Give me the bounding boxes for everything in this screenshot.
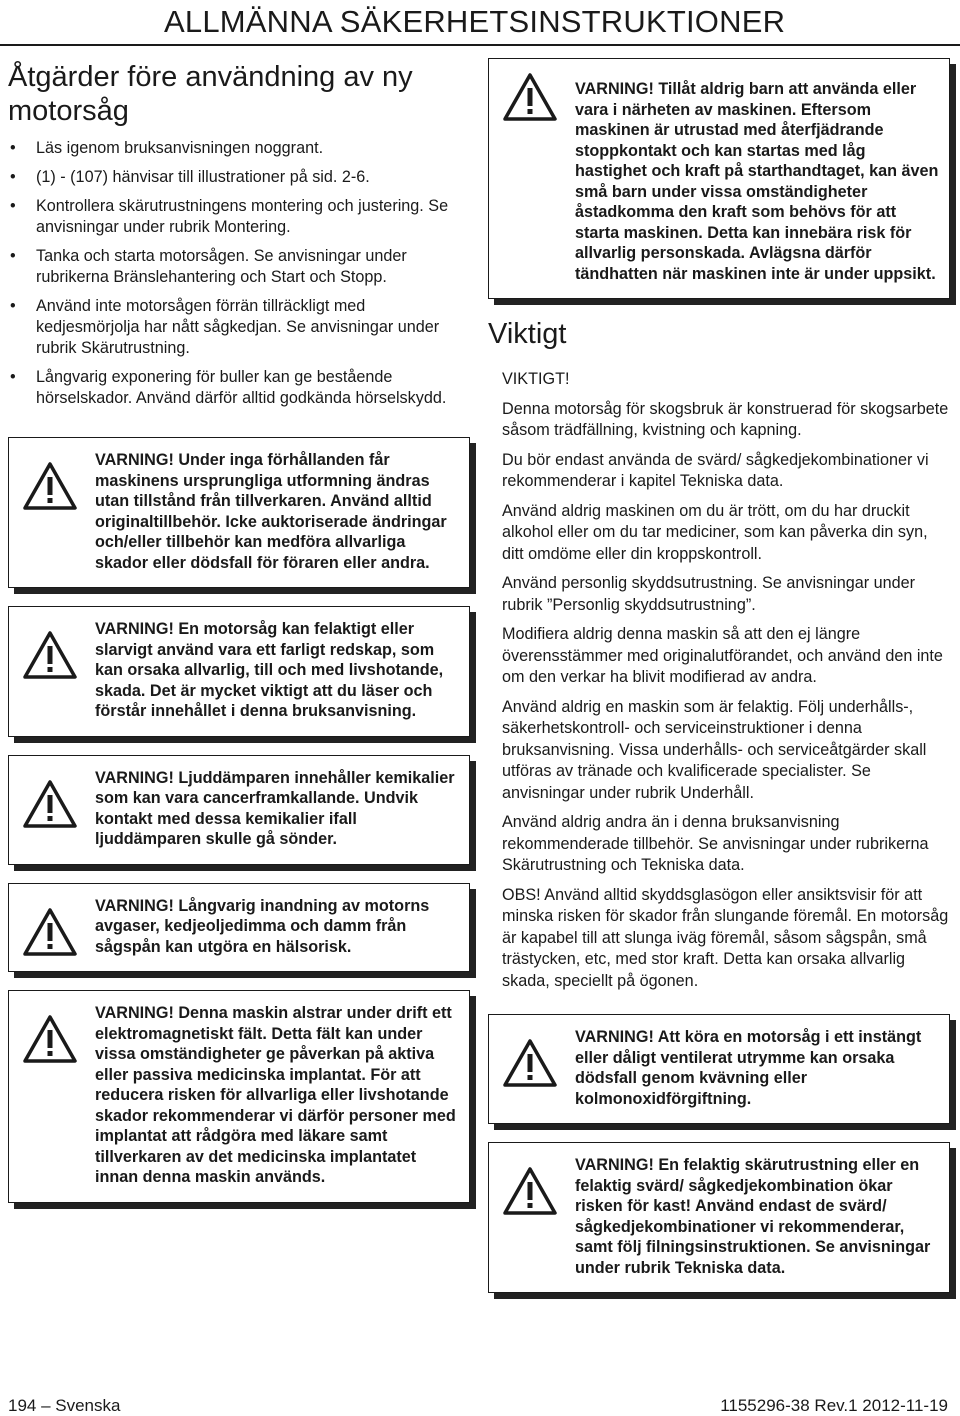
warning-triangle-icon (23, 908, 77, 956)
warning-box (8, 437, 470, 588)
paragraph: Använd aldrig en maskin som är felaktig. Följ underhålls-, säkerhetskontroll- och serviceinstruktioner i denna bruksanvisning. Vissa underhålls- och serviceåtgärder skall utföras av tränade och kvalificerade specialister. Se anvisningar under rubrik Underhåll. (502, 697, 927, 802)
warning-text: VARNING! Att köra en motorsåg i ett instängt eller dåligt ventilerat utrymme kan orsaka dödsfall genom kvävning eller kolmonoxidförgiftning. (575, 1028, 922, 1108)
paragraph: Modifiera aldrig denna maskin så att den ej längre överensstämmer med originalutförandet, och använd den inte om den verkar ha blivit modifierad av andra. (502, 625, 943, 686)
right-column (488, 58, 950, 1311)
paragraph: Denna motorsåg för skogsbruk är konstruerad för skogsarbete såsom trädfällning, kvistning och kapning. (502, 399, 949, 439)
warning-box (8, 606, 470, 737)
warning-text: VARNING! Denna maskin alstrar under drift ett elektromagnetiskt fält. Detta fält kan under vissa omständigheter ge påverkan på aktiva eller passiva medicinska implantat. För att reducera risken för allvarliga eller livshotande skador rekommenderar vi därför personer med implantat att rådgöra med läkare samt tillverkaren av det medicinska implantatet innan denna maskin används. (95, 1004, 456, 1186)
list-item-text: Läs igenom bruksanvisningen noggrant. (36, 139, 324, 157)
list-item (8, 246, 470, 288)
warning-triangle-icon (503, 73, 557, 121)
section-title-important: Viktigt (488, 318, 567, 350)
important-paragraphs (488, 369, 950, 992)
section-title-before-use: Åtgärder före användning av ny motorsåg (8, 61, 413, 127)
warning-text: VARNING! Långvarig inandning av motorns avgaser, kedjeoljedimma och damm från sågspån kan utgöra en hälsorisk. (95, 896, 430, 956)
warning-triangle-icon (23, 1015, 77, 1063)
list-item (8, 296, 470, 359)
warning-triangle-icon (23, 631, 77, 679)
warning-text: VARNING! Tillåt aldrig barn att använda eller vara i närheten av maskinen. Eftersom maskinen är utrustad med återfjädrande stoppkontakt och kan startas med låg hastighet och kraft på starthandtaget, kan även små barn under vissa omständigheter åstadkomma den kraft som behövs för att starta maskinen. Detta kan innebära risk för allvarlig personskada. Avlägsna därför tändhatten när maskinen inte är under uppsikt. (575, 80, 939, 283)
warning-box (8, 990, 470, 1203)
bullet-glyph: • (10, 368, 16, 386)
warning-text: VARNING! Under inga förhållanden får maskinens ursprungliga utformning ändras utan tillstånd från tillverkaren. Använd alltid originaltillbehör. Icke auktoriserade ändringar och/eller tillbehör kan medföra allvarliga skador eller dödsfall för föraren eller andra. (95, 451, 447, 572)
warning-box (488, 1014, 950, 1124)
warning-text: VARNING! En felaktig skärutrustning eller en felaktig svärd/ sågkedjekombination ökar risken för kast! Använd endast de svärd/ sågkedjekombinationer vi rekommenderar, samt följ filningsinstruktionen. Se anvisningar under rubrik Tekniska data. (575, 1156, 931, 1277)
list-item-text: Tanka och starta motorsågen. Se anvisningar under rubrikerna Bränslehantering och Start och Stopp. (36, 247, 407, 286)
warning-triangle-icon (23, 462, 77, 510)
warning-box (8, 883, 470, 973)
list-item-text: Använd inte motorsågen förrän tillräckligt med kedjesmörjolja har nått sågkedjan. Se anvisningar under rubrik Skärutrustning. (36, 297, 440, 357)
warning-triangle-icon (23, 780, 77, 828)
page-header-title: ALLMÄNNA SÄKERHETSINSTRUKTIONER (164, 4, 786, 39)
warning-triangle-icon (503, 1167, 557, 1215)
header-rule (0, 44, 960, 46)
list-item-text: (1) - (107) hänvisar till illustrationer på sid. 2-6. (36, 168, 370, 186)
warning-box (8, 755, 470, 865)
document-reference: 1155296-38 Rev.1 2012-11-19 (720, 1396, 948, 1415)
list-item (8, 138, 470, 159)
page-number: 194 – Svenska (8, 1396, 121, 1415)
paragraph: Använd personlig skyddsutrustning. Se anvisningar under rubrik ”Personlig skyddsutrustning”. (502, 574, 916, 614)
list-item (8, 196, 470, 238)
bullet-glyph: • (10, 168, 16, 186)
bullet-glyph: • (10, 297, 16, 315)
bullet-glyph: • (10, 139, 16, 157)
checklist (8, 138, 470, 409)
warning-triangle-icon (503, 1039, 557, 1087)
warning-text: VARNING! Ljuddämparen innehåller kemikalier som kan vara cancerframkallande. Undvik kontakt med dessa kemikalier ifall ljuddämparen skulle gå sönder. (95, 768, 455, 848)
paragraph: Använd aldrig maskinen om du är trött, om du har druckit alkohol eller om du tar mediciner, som kan påverka din syn, ditt omdöme eller din kroppskontroll. (502, 501, 928, 563)
warning-box (488, 58, 950, 299)
paragraph: Använd aldrig andra än i denna bruksanvisning rekommenderade tillbehör. Se anvisningar under rubrikerna Skärutrustning och Tekniska data. (502, 813, 929, 874)
list-item (8, 367, 470, 409)
paragraph: VIKTIGT! (502, 370, 570, 388)
warning-box (488, 1142, 950, 1293)
list-item-text: Långvarig exponering för buller kan ge bestående hörselskador. Använd därför alltid godkända hörselskydd. (36, 368, 447, 407)
bullet-glyph: • (10, 247, 16, 265)
warning-text: VARNING! En motorsåg kan felaktigt eller slarvigt använd vara ett farligt redskap, som kan orsaka allvarlig, till och med livshotande, skada. Det är mycket viktigt att du läser och förstår innehållet i denna bruksanvisning. (95, 620, 444, 720)
paragraph: OBS! Använd alltid skyddsglasögon eller ansiktsvisir för att minska risken för skador från slungande föremål. En motorsåg är kapabel till att slunga iväg föremål, såsom sågspån, små trästycken, etc, med stor kraft. Detta kan orsaka allvarlig skada, speciellt på ögonen. (502, 885, 949, 990)
bullet-glyph: • (10, 197, 16, 215)
list-item-text: Kontrollera skärutrustningens montering och justering. Se anvisningar under rubrik Montering. (36, 197, 449, 236)
list-item (8, 167, 470, 188)
left-column (8, 58, 470, 1221)
paragraph: Du bör endast använda de svärd/ sågkedjekombinationer vi rekommenderar i kapitel Tekniska data. (502, 450, 929, 490)
